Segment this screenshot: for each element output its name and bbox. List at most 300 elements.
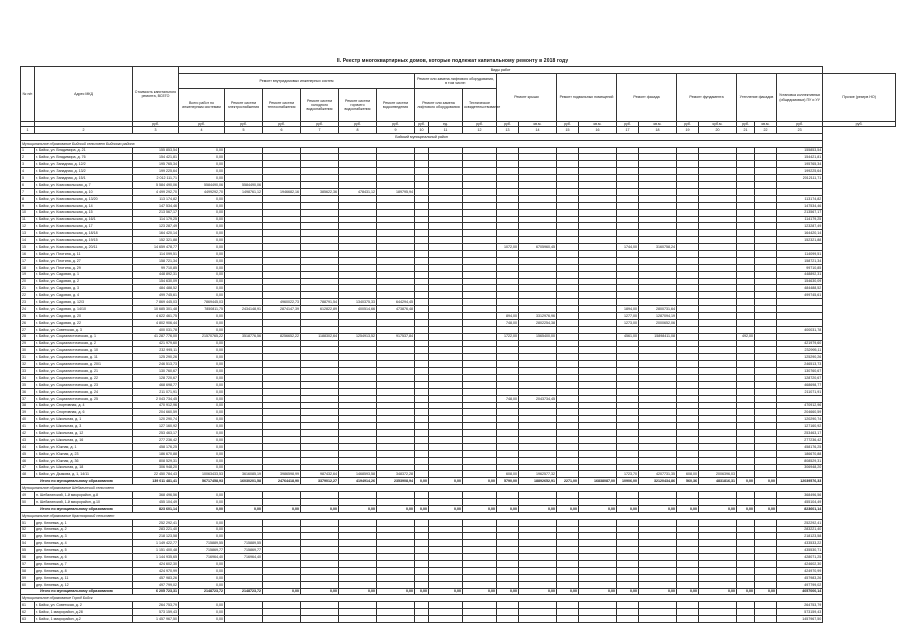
table-cell-hot: 400514,66 (339, 306, 377, 313)
table-cell-sewer (377, 354, 415, 361)
table-cell-roof_m (497, 306, 519, 313)
table-cell-heat: 1946682,16 (263, 188, 301, 195)
table-cell-facade_r (639, 230, 677, 237)
table-cell-cost: 424 970,99 (133, 567, 179, 574)
table-cell-hot (339, 388, 377, 395)
table-cell-base_m (557, 430, 579, 437)
table-cell-hot (339, 202, 377, 209)
table-cell-meter (755, 195, 777, 202)
column-index-cell: 23 (777, 127, 823, 134)
table-cell-meter (755, 381, 777, 388)
table-cell-found_r (699, 182, 737, 189)
table-cell-hot (339, 237, 377, 244)
table-cell-meter (755, 561, 777, 568)
table-cell-e3 (463, 381, 497, 388)
table-cell-e2 (429, 416, 463, 423)
table-cell-sewer: 917537,84 (377, 333, 415, 340)
table-cell-facade_r (639, 499, 677, 506)
table-row (21, 554, 896, 561)
table-cell-addr: дер. Клюевка, д. 1 (35, 519, 133, 526)
table-cell-facade_r (639, 154, 677, 161)
table-cell-facade_r: 2800731,64 (639, 306, 677, 313)
table-cell-other: 4057000,14 (777, 588, 823, 595)
table-cell-addr: г. Бийск, ул. Социалистическая, д. 21 (35, 368, 133, 375)
table-cell-heat (263, 395, 301, 402)
table-cell-cold (301, 609, 339, 616)
table-cell-e2 (429, 209, 463, 216)
table-cell-found_r (699, 147, 737, 154)
table-cell-n: 13 (21, 230, 35, 237)
table-cell-electro (225, 499, 263, 506)
table-cell-cold (301, 347, 339, 354)
table-cell-cost: 455 104,49 (133, 499, 179, 506)
table-cell-e2 (429, 319, 463, 326)
table-cell-addr: г. Бийск, ул. Садовая, д. 14/10 (35, 306, 133, 313)
table-cell-heat (263, 616, 301, 623)
table-cell-roof_m (497, 154, 519, 161)
table-cell-n: 62 (21, 609, 35, 616)
table-cell-roof_r (519, 361, 557, 368)
table-cell-cost: 123 287,49 (133, 223, 179, 230)
table-cell-hot (339, 395, 377, 402)
table-cell-electro (225, 519, 263, 526)
table-cell-found_r (699, 457, 737, 464)
table-cell-e3 (463, 471, 497, 478)
table-cell-addr: дер. Клюевка, д. 8 (35, 567, 133, 574)
table-cell-n: 42 (21, 430, 35, 437)
table-cell-base_m (557, 533, 579, 540)
table-cell-electro (225, 216, 263, 223)
table-cell-roof_m (497, 292, 519, 299)
table-cell-meter (755, 250, 777, 257)
table-cell-cost: 127 160,92 (133, 423, 179, 430)
table-cell-n: 49 (21, 492, 35, 499)
table-cell-e2 (429, 581, 463, 588)
table-cell-base_r: 0,00 (579, 588, 617, 595)
table-cell-facade_m (617, 616, 639, 623)
table-cell-total: 0,00 (179, 561, 225, 568)
table-cell-e3 (463, 602, 497, 609)
table-row (21, 340, 896, 347)
table-cell-electro: 3518776,56 (225, 333, 263, 340)
table-cell-facade_m (617, 526, 639, 533)
table-cell-cost: 277 236,42 (133, 437, 179, 444)
table-cell-other: 277236,42 (777, 437, 823, 444)
table-row (21, 388, 896, 395)
table-cell-ins_m (737, 388, 755, 395)
table-cell-ins_m (737, 519, 755, 526)
table-cell-roof_r (519, 257, 557, 264)
table-cell-hot (339, 540, 377, 547)
header-cost: Стоимость капитального ремонта, ВСЕГО (133, 67, 179, 122)
table-cell-heat (263, 292, 301, 299)
table-cell-found_r (699, 299, 737, 306)
table-cell-electro (225, 374, 263, 381)
table-cell-e2: 0,00 (429, 588, 463, 595)
table-cell-base_m (557, 264, 579, 271)
table-cell-cold (301, 581, 339, 588)
table-cell-sewer: 644294,45 (377, 299, 415, 306)
column-index-cell: 14 (519, 127, 557, 134)
table-cell-found_m (677, 347, 699, 354)
table-cell-base_r (579, 257, 617, 264)
table-cell-e2 (429, 457, 463, 464)
table-cell-base_m (557, 147, 579, 154)
table-cell-facade_m (617, 443, 639, 450)
table-cell-base_m (557, 547, 579, 554)
table-cell-total: 0,00 (179, 292, 225, 299)
table-cell-e2 (429, 602, 463, 609)
table-cell-roof_r (519, 223, 557, 230)
table-cell-sewer (377, 443, 415, 450)
table-cell-found_r (699, 292, 737, 299)
table-cell-facade_r: 15898411,08 (639, 333, 677, 340)
table-cell-total: 0,00 (179, 457, 225, 464)
table-cell-facade_r (639, 161, 677, 168)
table-cell-ins_m (737, 319, 755, 326)
table-cell-base_r (579, 347, 617, 354)
table-cell-base_m (557, 574, 579, 581)
table-cell-e1 (415, 264, 429, 271)
table-row (21, 616, 896, 623)
table-cell-e1 (415, 381, 429, 388)
table-cell-found_r (699, 533, 737, 540)
table-cell-facade_r (639, 443, 677, 450)
table-cell-found_r (699, 340, 737, 347)
table-cell-facade_m (617, 264, 639, 271)
table-cell-facade_r (639, 292, 677, 299)
table-cell-facade_m (617, 230, 639, 237)
table-cell-heat (263, 457, 301, 464)
table-cell-e2 (429, 326, 463, 333)
table-cell-facade_m (617, 182, 639, 189)
table-cell-base_m (557, 223, 579, 230)
unit-cell: руб. (497, 122, 519, 127)
table-cell-base_m (557, 395, 579, 402)
table-cell-found_r (699, 443, 737, 450)
table-cell-facade_r: 32120434,86 (639, 478, 677, 485)
table-cell-roof_m (497, 443, 519, 450)
table-cell-facade_m (617, 292, 639, 299)
table-cell-facade_r (639, 402, 677, 409)
table-cell-heat (263, 244, 301, 251)
total-row (21, 478, 896, 485)
table-cell-e3 (463, 326, 497, 333)
table-cell-total: 0,00 (179, 499, 225, 506)
table-cell-cost: 808 529,31 (133, 457, 179, 464)
table-cell-cold (301, 154, 339, 161)
table-cell-other: 435530,71 (777, 547, 823, 554)
table-cell-n: 6 (21, 182, 35, 189)
table-cell-n: 22 (21, 292, 35, 299)
table-cell-total: 10063433,53 (179, 471, 225, 478)
table-cell-cost: 14 659 478,77 (133, 244, 179, 251)
table-cell-electro: 2148723,72 (225, 588, 263, 595)
table-cell-e2 (429, 340, 463, 347)
table-cell-sewer (377, 437, 415, 444)
table-row (21, 395, 896, 402)
municipality-row-label: Муниципальное образование Шебалинский сельсовет (21, 485, 823, 492)
table-cell-other: 125290,26 (777, 354, 823, 361)
table-cell-sewer (377, 554, 415, 561)
table-cell-meter (755, 147, 777, 154)
table-cell-hot (339, 278, 377, 285)
table-cell-sewer (377, 147, 415, 154)
table-cell-e3 (463, 609, 497, 616)
table-cell-found_r: 0,00 (699, 588, 737, 595)
table-cell-addr: г. Бийск, ул. Южная, д. 1 (35, 443, 133, 450)
table-cell-found_r (699, 319, 737, 326)
table-row (21, 175, 896, 182)
table-cell-ins_m (737, 250, 755, 257)
table-row (21, 299, 896, 306)
table-cell-electro: 1498761,12 (225, 188, 263, 195)
table-cell-base_m (557, 437, 579, 444)
table-cell-meter (755, 423, 777, 430)
table-cell-e2 (429, 202, 463, 209)
table-cell-found_m (677, 361, 699, 368)
table-cell-found_r (699, 257, 737, 264)
table-cell-found_m (677, 161, 699, 168)
table-cell-base_m (557, 340, 579, 347)
table-cell-e3 (463, 409, 497, 416)
table-cell-roof_m (497, 602, 519, 609)
table-cell-roof_r (519, 285, 557, 292)
table-cell-e3 (463, 237, 497, 244)
table-cell-hot: 0,00 (339, 505, 377, 512)
table-cell-n: 47 (21, 464, 35, 471)
table-cell-base_m (557, 216, 579, 223)
table-cell-cost: 211 071,91 (133, 388, 179, 395)
table-cell-roof_r (519, 430, 557, 437)
unit-cell: руб. (179, 122, 225, 127)
table-cell-cost: 497 799,02 (133, 581, 179, 588)
table-cell-roof_r (519, 354, 557, 361)
table-cell-hot (339, 147, 377, 154)
table-cell-e2 (429, 533, 463, 540)
table-cell-roof_m (497, 175, 519, 182)
table-cell-hot (339, 354, 377, 361)
table-cell-addr: г. Бийск, ул. Садовая, д. 12/3 (35, 299, 133, 306)
table-cell-cold (301, 499, 339, 506)
table-cell-roof_m (497, 347, 519, 354)
table-cell-hot (339, 409, 377, 416)
table-cell-base_m (557, 616, 579, 623)
table-cell-heat (263, 347, 301, 354)
table-cell-heat (263, 423, 301, 430)
table-cell-electro (225, 278, 263, 285)
table-cell-sewer: 0,00 (377, 505, 415, 512)
table-cell-facade_m: 1894,00 (617, 306, 639, 313)
table-cell-found_m (677, 223, 699, 230)
table-cell-e2 (429, 464, 463, 471)
unit-cell: руб. (133, 122, 179, 127)
column-index-cell: 16 (579, 127, 617, 134)
table-cell-addr: г. Бийск, ул. Социалистическая, д. 2 (35, 340, 133, 347)
table-cell-found_r (699, 175, 737, 182)
table-cell-addr: дер. Клюевка, д. 6 (35, 554, 133, 561)
table-cell-found_m (677, 278, 699, 285)
table-cell-ins_m (737, 457, 755, 464)
table-cell-other: 127160,92 (777, 423, 823, 430)
table-row (21, 244, 896, 251)
table-cell-meter (755, 395, 777, 402)
table-cell-facade_r: 0,00 (639, 505, 677, 512)
table-cell-e2 (429, 409, 463, 416)
table-cell-sewer (377, 250, 415, 257)
table-cell-heat (263, 519, 301, 526)
table-cell-e1 (415, 450, 429, 457)
table-cell-roof_r (519, 581, 557, 588)
table-cell-roof_r (519, 306, 557, 313)
table-cell-roof_r (519, 271, 557, 278)
table-cell-e2 (429, 499, 463, 506)
table-cell-other: 154421,81 (777, 154, 823, 161)
table-cell-e2 (429, 561, 463, 568)
table-cell-meter (755, 457, 777, 464)
table-cell-found_m (677, 574, 699, 581)
table-cell-roof_r (519, 368, 557, 375)
table-cell-ins_m (737, 223, 755, 230)
table-cell-sewer (377, 285, 415, 292)
table-cell-roof_r (519, 182, 557, 189)
table-cell-heat (263, 285, 301, 292)
table-cell-ins_m (737, 195, 755, 202)
unit-cell: руб. (415, 122, 429, 127)
table-cell-addr: г. Бийск, ул. Комсомольская, д. 19/15 (35, 237, 133, 244)
table-cell-e3 (463, 182, 497, 189)
table-cell-base_m (557, 526, 579, 533)
table-cell-base_r (579, 264, 617, 271)
table-cell-found_r (699, 423, 737, 430)
table-cell-e1 (415, 333, 429, 340)
table-cell-hot (339, 519, 377, 526)
table-cell-roof_m (497, 409, 519, 416)
table-row (21, 437, 896, 444)
table-cell-hot (339, 616, 377, 623)
table-cell-meter (755, 492, 777, 499)
table-cell-facade_r (639, 209, 677, 216)
table-cell-n: 7 (21, 188, 35, 195)
table-row (21, 423, 896, 430)
table-cell-base_r (579, 443, 617, 450)
table-cell-found_r (699, 264, 737, 271)
table-cell-roof_m (497, 299, 519, 306)
table-cell-sewer (377, 450, 415, 457)
table-cell-other: 264753,79 (777, 602, 823, 609)
table-cell-base_m (557, 202, 579, 209)
table-cell-n: 19 (21, 271, 35, 278)
table-cell-e2 (429, 312, 463, 319)
table-cell-e3 (463, 574, 497, 581)
table-cell-base_m (557, 161, 579, 168)
table-cell-base_r (579, 492, 617, 499)
table-cell-other: 147534,46 (777, 202, 823, 209)
table-row (21, 471, 896, 478)
table-cell-roof_r (519, 464, 557, 471)
table-cell-addr: г. Бийск, ул. Комсомольская, д. 15 (35, 209, 133, 216)
table-cell-found_r (699, 581, 737, 588)
table-cell-addr: г. Бийск, ул. Садовая, д. 3 (35, 285, 133, 292)
table-cell-cold (301, 230, 339, 237)
table-cell-base_r (579, 540, 617, 547)
table-cell-found_m (677, 285, 699, 292)
table-cell-facade_r (639, 257, 677, 264)
table-cell-e2 (429, 519, 463, 526)
table-cell-electro (225, 609, 263, 616)
table-cell-facade_m (617, 175, 639, 182)
table-cell-found_r (699, 602, 737, 609)
table-cell-total: 0,00 (179, 209, 225, 216)
table-cell-sewer (377, 519, 415, 526)
table-cell-roof_r: 1565400,00 (519, 333, 557, 340)
table-cell-cold (301, 547, 339, 554)
table-cell-cold: 612822,89 (301, 306, 339, 313)
table-cell-e3 (463, 450, 497, 457)
table-cell-e2 (429, 381, 463, 388)
table-cell-heat (263, 499, 301, 506)
table-cell-other: 213567,17 (777, 209, 823, 216)
table-cell-base_r (579, 299, 617, 306)
table-cell-hot (339, 499, 377, 506)
table-cell-facade_r: 4207731,35 (639, 471, 677, 478)
table-row (21, 188, 896, 195)
table-cell-heat (263, 195, 301, 202)
table-cell-heat (263, 319, 301, 326)
table-cell-e2 (429, 182, 463, 189)
table-cell-total: 0,00 (179, 464, 225, 471)
table-cell-roof_m (497, 182, 519, 189)
table-cell-found_m (677, 271, 699, 278)
table-row (21, 237, 896, 244)
table-cell-total: 0,00 (179, 443, 225, 450)
table-cell-addr: г. Бийск, ул. Комсомольская, д. 17 (35, 223, 133, 230)
table-cell-cold (301, 223, 339, 230)
table-cell-meter (755, 443, 777, 450)
table-cell-base_m (557, 182, 579, 189)
table-cell-roof_r (519, 602, 557, 609)
table-cell-found_m (677, 168, 699, 175)
table-cell-base_m (557, 257, 579, 264)
table-cell-sewer (377, 154, 415, 161)
table-cell-sewer: 2353908,94 (377, 478, 415, 485)
table-cell-total: 0,00 (179, 533, 225, 540)
table-cell-e1 (415, 250, 429, 257)
table-cell-other: 455104,49 (777, 499, 823, 506)
table-cell-cost: 22 450 784,43 (133, 471, 179, 478)
table-cell-found_r (699, 609, 737, 616)
table-cell-e1 (415, 326, 429, 333)
table-row (21, 271, 896, 278)
table-cell-hot: 1254913,52 (339, 333, 377, 340)
table-cell-facade_m: 1744,00 (617, 244, 639, 251)
table-cell-e3 (463, 533, 497, 540)
table-cell-e2 (429, 147, 463, 154)
table-cell-n: 8 (21, 195, 35, 202)
table-cell-roof_r: 1962577,32 (519, 471, 557, 478)
table-cell-heat (263, 402, 301, 409)
table-cell-e2 (429, 547, 463, 554)
table-cell-base_m (557, 175, 579, 182)
table-cell-meter (755, 326, 777, 333)
table-cell-heat (263, 230, 301, 237)
table-cell-electro (225, 381, 263, 388)
table-cell-base_r (579, 278, 617, 285)
table-cell-electro (225, 526, 263, 533)
table-cell-cost: 204 660,59 (133, 409, 179, 416)
total-row (21, 588, 896, 595)
table-cell-hot: 1468593,58 (339, 471, 377, 478)
